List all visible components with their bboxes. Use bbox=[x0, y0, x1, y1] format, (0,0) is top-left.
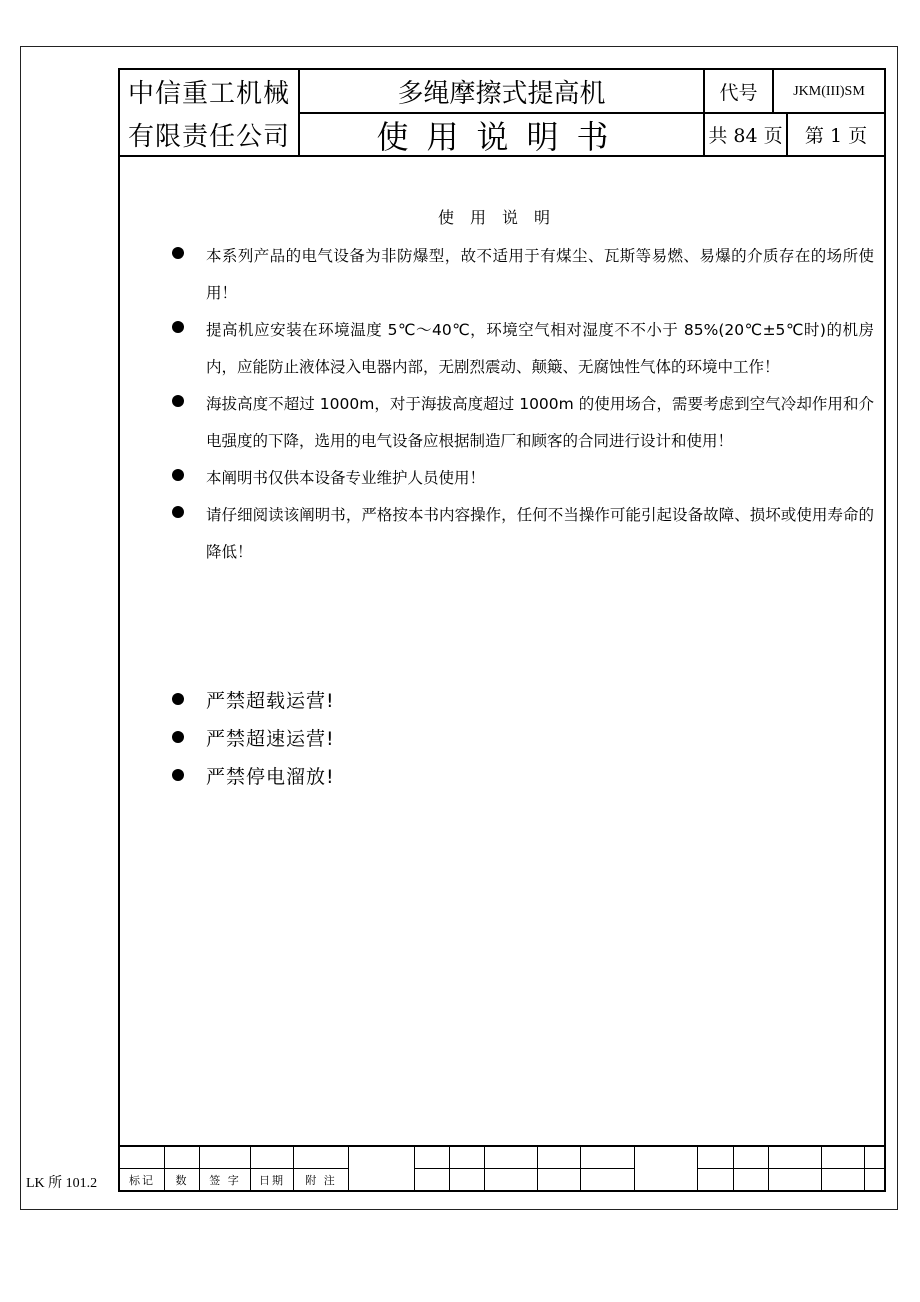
warning-item bbox=[172, 718, 335, 756]
warning-item bbox=[172, 680, 335, 718]
footer-col bbox=[414, 1146, 415, 1192]
footer-col bbox=[821, 1146, 822, 1192]
instruction-text: 请仔细阅读该阐明书，严格按本书内容操作，任何不当操作可能引起设备故障、损坏或使用寿命的降低！ bbox=[206, 506, 874, 561]
footer-col bbox=[864, 1146, 865, 1192]
footer-col bbox=[348, 1146, 349, 1192]
list-item bbox=[172, 386, 874, 460]
code-label: 代号 bbox=[719, 82, 758, 104]
warning-text: 严禁停电溜放! bbox=[206, 765, 335, 788]
footer-mid-line-b bbox=[414, 1168, 634, 1169]
footer-col bbox=[484, 1146, 485, 1192]
page-number: 第 1 页 bbox=[804, 125, 868, 147]
footer-mid-line-c bbox=[697, 1168, 886, 1169]
instruction-text: 海拔高度不超过 1000m，对于海拔高度超过 1000m 的使用场合，需要考虑到空气冷却作用和介电强度的下降，选用的电气设备应根据制造厂和顾客的合同进行设计和使用！ bbox=[206, 395, 874, 450]
bullet-icon bbox=[172, 321, 184, 333]
list-item bbox=[172, 312, 874, 386]
bullet-icon bbox=[172, 469, 184, 481]
footer-label-mark: 标记 bbox=[129, 1173, 155, 1187]
instruction-text: 本系列产品的电气设备为非防爆型，故不适用于有煤尘、瓦斯等易燃、易爆的介质存在的场所使用！ bbox=[206, 247, 874, 302]
footer-col bbox=[537, 1146, 538, 1192]
bullet-icon bbox=[172, 506, 184, 518]
footer-col bbox=[580, 1146, 581, 1192]
section-title: 使用说明 bbox=[437, 208, 566, 227]
document-title: 使用说明书 bbox=[376, 117, 627, 156]
footer-label-signature: 签 字 bbox=[209, 1173, 241, 1187]
instruction-text: 本阐明书仅供本设备专业维护人员使用！ bbox=[206, 469, 486, 487]
warning-item bbox=[172, 756, 335, 794]
instruction-list bbox=[172, 238, 874, 571]
footer-label-date: 日期 bbox=[259, 1173, 285, 1187]
footer-col bbox=[768, 1146, 769, 1192]
bullet-icon bbox=[172, 731, 184, 743]
footer-label-note: 附 注 bbox=[305, 1173, 337, 1187]
bullet-icon bbox=[172, 247, 184, 259]
footer-col bbox=[697, 1146, 698, 1192]
bullet-icon bbox=[172, 395, 184, 407]
warning-text: 严禁超速运营! bbox=[206, 727, 335, 750]
form-id: LK 所 101.2 bbox=[26, 1176, 98, 1191]
list-item bbox=[172, 238, 874, 312]
bullet-icon bbox=[172, 769, 184, 781]
footer-col bbox=[449, 1146, 450, 1192]
total-pages: 共 84 页 bbox=[708, 125, 783, 147]
list-item bbox=[172, 497, 874, 571]
instruction-text: 提高机应安装在环境温度 5℃～40℃，环境空气相对湿度不不小于 85%(20℃±5℃时)的机房内，应能防止液体浸入电器内部，无剧烈震动、颠簸、无腐蚀性气体的环境中工作！ bbox=[206, 321, 874, 376]
footer-top-line bbox=[118, 1145, 886, 1147]
form-frame bbox=[118, 68, 886, 1192]
product-name: 多绳摩擦式提高机 bbox=[397, 79, 606, 109]
code-value: JKM(III)SM bbox=[793, 83, 865, 99]
footer-col bbox=[634, 1146, 635, 1192]
warning-list bbox=[172, 680, 335, 794]
list-item bbox=[172, 460, 874, 497]
bullet-icon bbox=[172, 693, 184, 705]
warning-text: 严禁超载运营! bbox=[206, 689, 335, 712]
company-name-line2: 有限责任公司 bbox=[127, 122, 290, 152]
footer-label-count: 数 bbox=[175, 1173, 189, 1187]
company-name-line1: 中信重工机械 bbox=[127, 79, 290, 109]
footer-col bbox=[733, 1146, 734, 1192]
